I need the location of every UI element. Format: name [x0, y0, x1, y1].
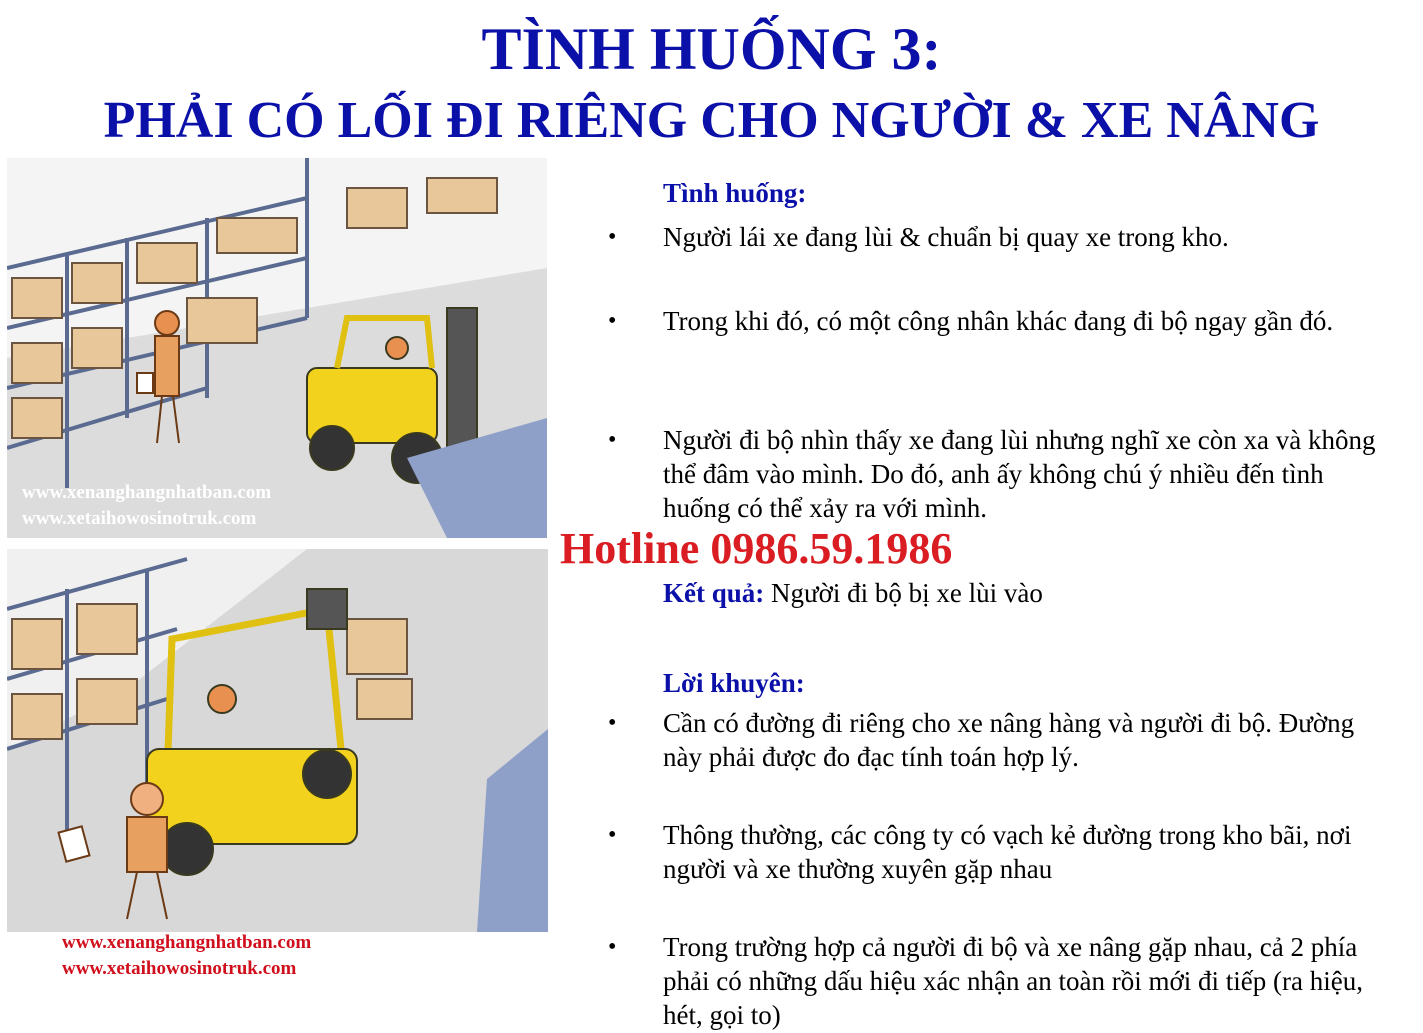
advice-item: Thông thường, các công ty có vạch kẻ đường trong kho bãi, nơi người và xe thường xuyên gặp nhau [663, 820, 1352, 884]
website-urls-bottom [62, 930, 311, 982]
url-link[interactable]: www.xenanghangnhatban.com [62, 932, 312, 953]
bullet-marker: • [608, 427, 617, 453]
url-link[interactable]: www.xenanghangnhatban.com [22, 482, 272, 503]
url-link[interactable]: www.xetaihowosinotruk.com [22, 508, 257, 529]
advice-heading: Lời khuyên: [663, 668, 805, 698]
advice-item: Trong trường hợp cả người đi bộ và xe nâng gặp nhau, cả 2 phía phải có những dấu hiệu xác nhận an toàn rồi mới đi tiếp (ra hiệu, hét, gọi to) [663, 932, 1363, 1030]
result-line [663, 576, 1043, 610]
hotline-text: Hotline 0986.59.1986 [560, 524, 953, 573]
slide-title-line2: PHẢI CÓ LỐI ĐI RIÊNG CHO NGƯỜI & XE NÂNG [103, 92, 1320, 149]
warehouse-scene-2 [7, 549, 548, 932]
situation-heading: Tình huống: [663, 178, 807, 208]
bullet-marker: • [608, 224, 617, 250]
url-link[interactable]: www.xetaihowosinotruk.com [62, 958, 297, 979]
bullet-marker: • [608, 308, 617, 334]
result-text: Người đi bộ bị xe lùi vào [764, 578, 1043, 608]
bullet-marker: • [608, 710, 617, 736]
website-urls-top [22, 480, 271, 532]
advice-item: Cần có đường đi riêng cho xe nâng hàng và người đi bộ. Đường này phải được đo đạc tính toán hợp lý. [663, 708, 1355, 772]
situation-item: Người đi bộ nhìn thấy xe đang lùi nhưng nghĩ xe còn xa và không thể đâm vào mình. Do đó, anh ấy không chú ý nhiều đến tình huống có thể xảy ra với mình. [663, 425, 1376, 523]
bullet-marker: • [608, 934, 617, 960]
result-label: Kết quả: [663, 578, 765, 608]
illustration-pedestrian-hit [7, 549, 548, 932]
slide-title-line1: TÌNH HUỐNG 3: [481, 16, 942, 82]
situation-item: Trong khi đó, có một công nhân khác đang đi bộ ngay gần đó. [663, 306, 1334, 336]
situation-item: Người lái xe đang lùi & chuẩn bị quay xe trong kho. [663, 222, 1229, 252]
bullet-marker: • [608, 822, 617, 848]
